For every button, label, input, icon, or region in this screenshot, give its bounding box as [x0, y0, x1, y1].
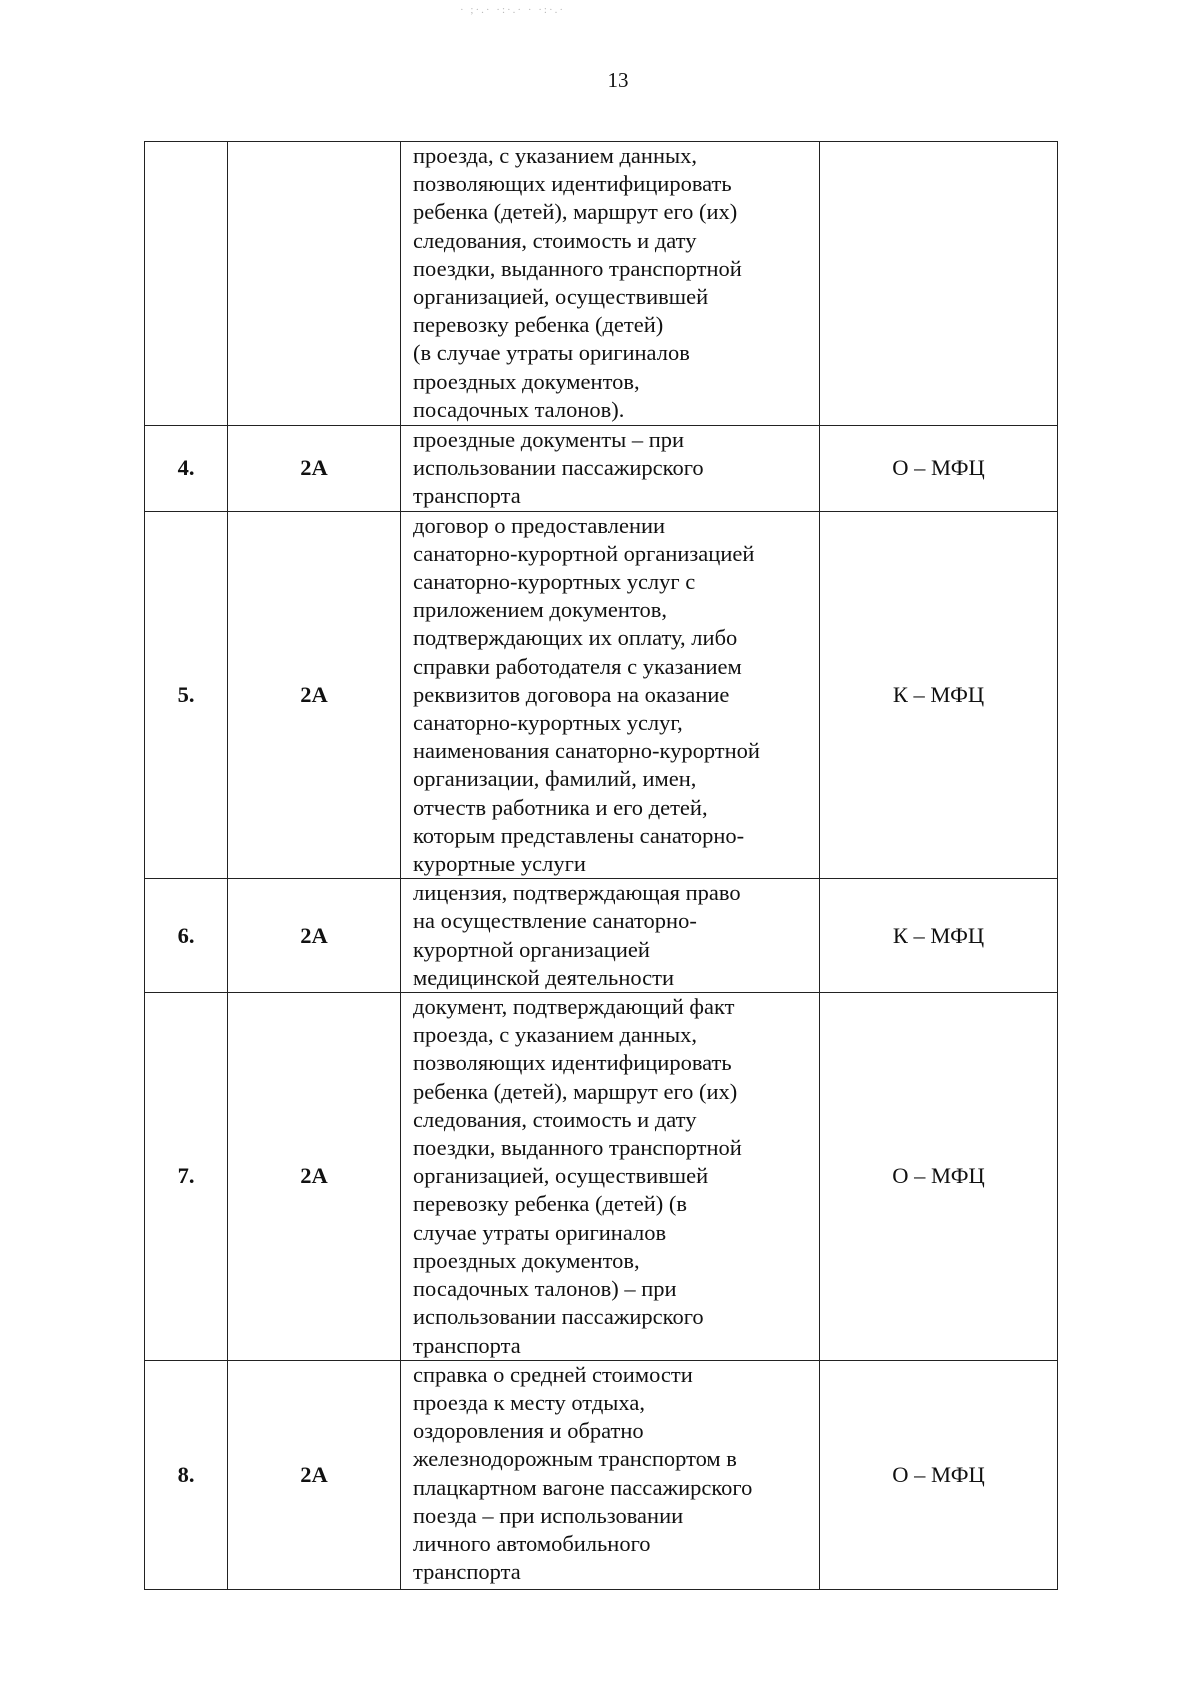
row-document-text: договор о предоставлении санаторно-курортной организацией санаторно-курортных услуг с приложением документов, подтверждающих их оплату, либо справки работодателя с указанием реквизитов договора на оказание санаторно-курортных услуг, наименования санаторно-курортной организации, фамилий, имен, отчеств работника и его детей, которым представлены санаторно- курортные услуги — [401, 511, 820, 879]
row-code: 2А — [228, 879, 401, 993]
row-submission-mode: О – МФЦ — [820, 426, 1058, 512]
row-number: 4. — [145, 426, 228, 512]
table-row — [145, 142, 1058, 426]
row-code: 2А — [228, 993, 401, 1361]
page-number: 13 — [607, 68, 629, 92]
row-submission-mode: О – МФЦ — [820, 1360, 1058, 1589]
scan-artifacts: · ;·.· ·:·.· · ·:·.· — [460, 4, 566, 16]
row-document-text: проезда, с указанием данных, позволяющих идентифицировать ребенка (детей), маршрут его (их) следования, стоимость и дату поездки, выданного транспортной организацией, осуществившей перевозку ребенка (детей) (в случае утраты оригиналов проездных документов, посадочных талонов). — [401, 142, 820, 426]
row-document-text: документ, подтверждающий факт проезда, с указанием данных, позволяющих идентифицировать ребенка (детей), маршрут его (их) следования, стоимость и дату поездки, выданного транспортной организацией, осуществившей перевозку ребенка (детей) (в случае утраты оригиналов проездных документов, посадочных талонов) – при использовании пассажирского транспорта — [401, 993, 820, 1361]
table-row — [145, 426, 1058, 512]
row-code: 2А — [228, 511, 401, 879]
table-row — [145, 879, 1058, 993]
table-row — [145, 1360, 1058, 1589]
row-submission-mode: К – МФЦ — [820, 511, 1058, 879]
row-document-text: проездные документы – при использовании пассажирского транспорта — [401, 426, 820, 512]
row-number: 5. — [145, 511, 228, 879]
row-number: 7. — [145, 993, 228, 1361]
table-row — [145, 993, 1058, 1361]
row-submission-mode — [820, 142, 1058, 426]
row-number: 8. — [145, 1360, 228, 1589]
row-number: 6. — [145, 879, 228, 993]
row-submission-mode: К – МФЦ — [820, 879, 1058, 993]
row-document-text: справка о средней стоимости проезда к месту отдыха, оздоровления и обратно железнодорожным транспортом в плацкартном вагоне пассажирского поезда – при использовании личного автомобильного транспорта — [401, 1360, 820, 1589]
row-code — [228, 142, 401, 426]
table-row — [145, 511, 1058, 879]
documents-table — [144, 141, 1058, 1590]
row-submission-mode: О – МФЦ — [820, 993, 1058, 1361]
row-document-text: лицензия, подтверждающая право на осуществление санаторно- курортной организацией медицинской деятельности — [401, 879, 820, 993]
row-code: 2А — [228, 1360, 401, 1589]
row-number — [145, 142, 228, 426]
row-code: 2А — [228, 426, 401, 512]
